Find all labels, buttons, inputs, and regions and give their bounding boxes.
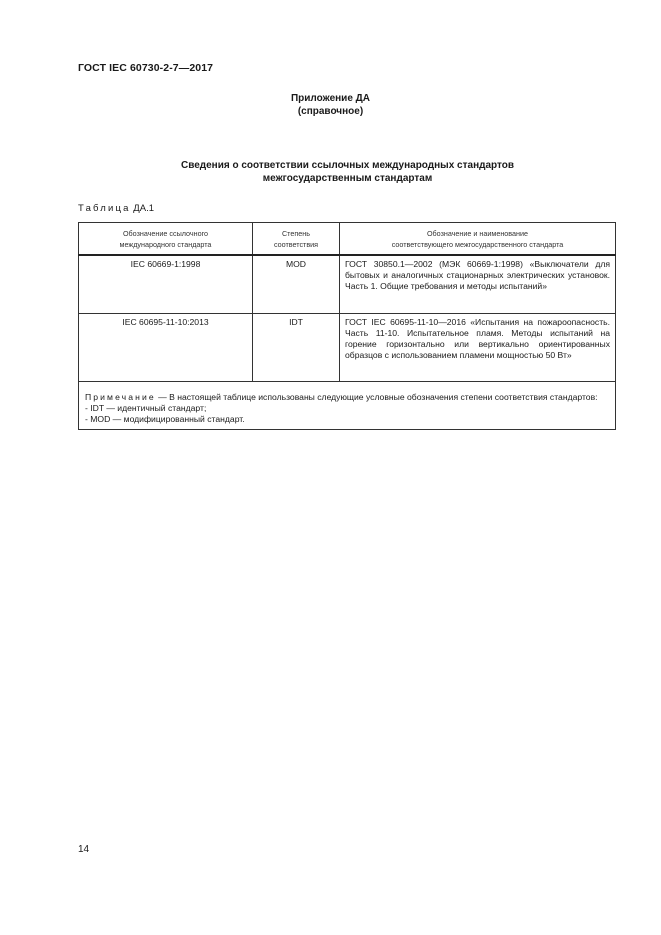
cell-reference-standard: IEC 60669-1:1998 [79,255,253,314]
table-row [79,314,616,382]
cell-degree: IDT [253,314,340,382]
table-caption-id: ДА.1 [133,203,154,214]
table-note [79,382,616,430]
section-heading-line-1: Сведения о соответствии ссылочных международных стандартов [180,160,515,171]
column-header-line: Степень [281,229,310,238]
column-header-reference-standard [79,223,253,256]
table-caption [78,203,154,214]
column-header-national-standard [340,223,616,256]
column-header-line: соответствия [273,240,319,249]
document-code: ГОСТ IEC 60730-2-7—2017 [78,62,214,74]
reference-standards-table [78,222,616,430]
note-item-mod: - MOD — модифицированный стандарт. [85,414,245,424]
page-number: 14 [78,844,90,855]
cell-degree: MOD [253,255,340,314]
cell-national-standard: ГОСТ IEC 60695-11-10—2016 «Испытания на пожароопасность. Часть 11-10. Испытательное пламя. Методы испытаний на горение горизонтально или вертикально ориентированных образцов с использованием пламени мощностью 50 Вт» [340,314,616,382]
column-header-line: Обозначение ссылочного [122,229,209,238]
column-header-line: Обозначение и наименование [426,229,529,238]
appendix-title: Приложение ДА [290,93,371,104]
table-note-row [79,382,616,430]
note-text: — В настоящей таблице использованы следующие условные обозначения степени соответствия стандартов: [155,392,598,402]
note-lead: Примечание [85,392,156,402]
column-header-line: соответствующего межгосударственного стандарта [391,240,564,249]
section-heading-line-2: межгосударственным стандартам [262,173,433,184]
cell-reference-standard: IEC 60695-11-10:2013 [79,314,253,382]
appendix-type: (справочное) [297,106,364,117]
cell-national-standard: ГОСТ 30850.1—2002 (МЭК 60669-1:1998) «Выключатели для бытовых и аналогичных стационарных электрических установок. Часть 1. Общие требования и методы испытаний» [340,255,616,314]
column-header-degree [253,223,340,256]
table-caption-prefix: Таблица [78,203,131,214]
column-header-line: международного стандарта [119,240,212,249]
note-item-idt: - IDT — идентичный стандарт; [85,403,207,413]
table-header-row [79,223,616,256]
table-row [79,255,616,314]
